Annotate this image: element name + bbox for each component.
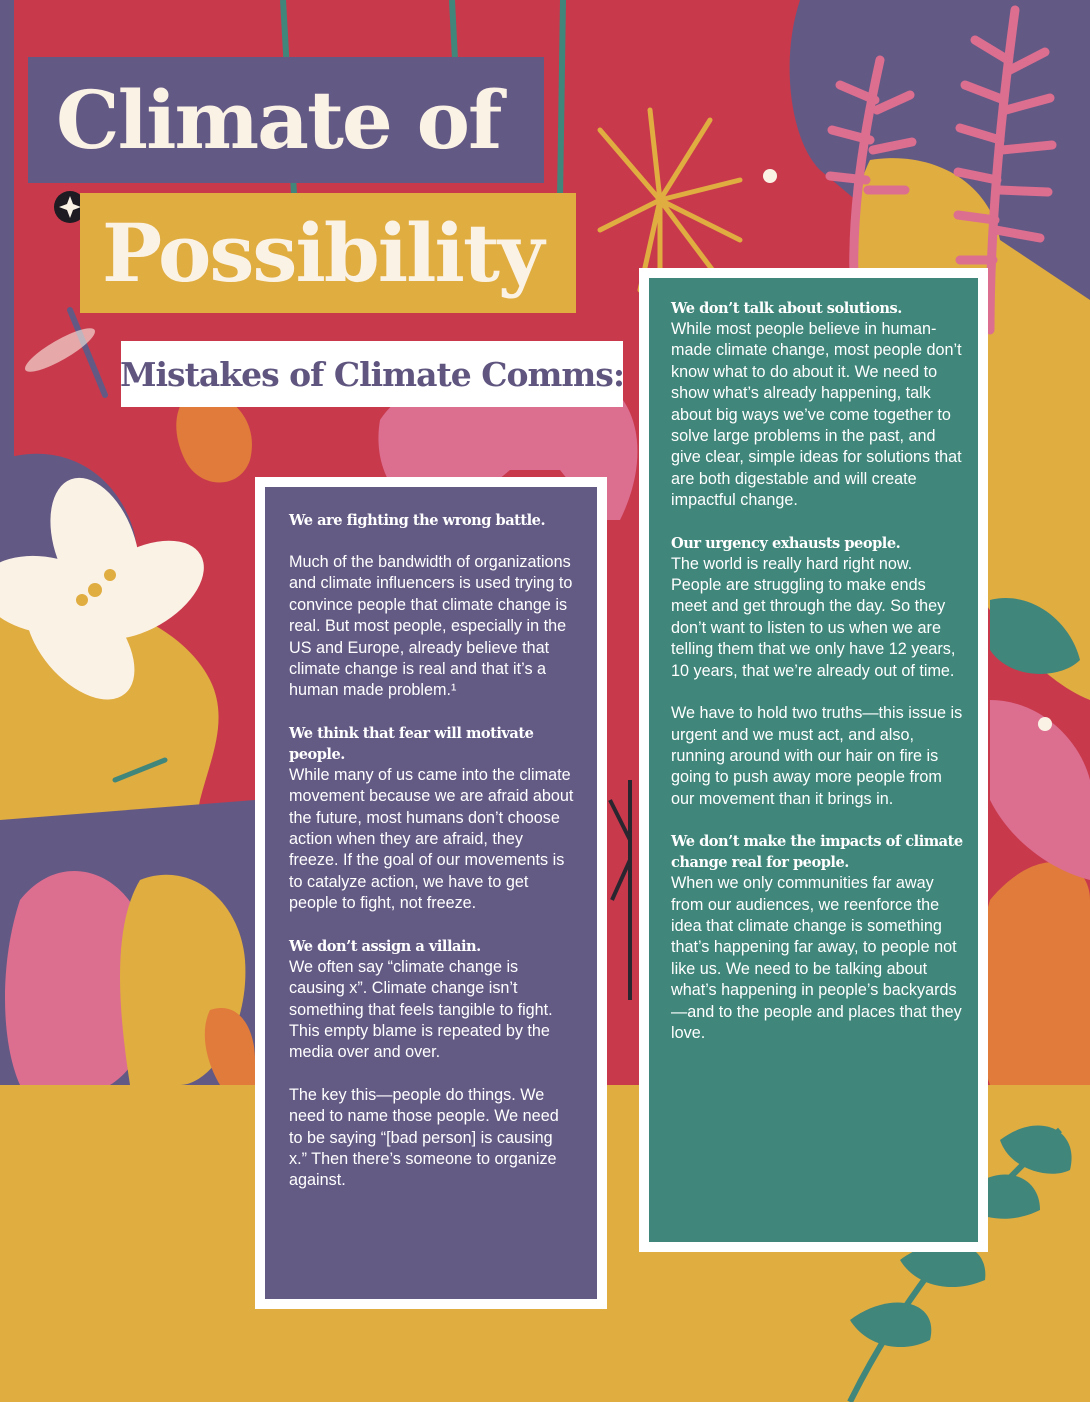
section-heading: We don’t talk about solutions. bbox=[671, 300, 902, 317]
section-paragraph: The key this—people do things. We need to name those people. We need to be saying “[bad person] is causing x.” Then there’s someone to organize against. bbox=[289, 1085, 559, 1190]
section-urgency bbox=[671, 533, 966, 810]
subtitle-box bbox=[121, 341, 623, 407]
page-title-line-2: Possibility bbox=[102, 206, 543, 300]
section-solutions bbox=[671, 298, 966, 512]
section-paragraph: When we only communities far away from our audiences, we reenforce the idea that climate change is something that’s happening far away, to people not like us. We need to be talking about what’s happening in people’s backyards—and to the people and places that they love. bbox=[671, 874, 962, 1042]
page-title-line-1: Climate of bbox=[56, 73, 501, 167]
right-panel-content bbox=[649, 278, 978, 1242]
section-paragraph: While most people believe in human-made climate change, most people don’t know what to do about it. We need to show what’s already happening, talk about big ways we’ve come together to solve large problems in the past, and give clear, simple ideas for solutions that are both digestable and will create impactful change. bbox=[671, 320, 962, 510]
left-panel-content bbox=[265, 487, 597, 1299]
section-paragraph: The world is really hard right now. People are struggling to make ends meet and get through the day. So they don’t want to listen to us when we are telling them that we only have 12 years, 10 years, that we’re already out of time. bbox=[671, 554, 956, 680]
section-heading: We don’t make the impacts of climate change real for people. bbox=[671, 833, 963, 872]
page-subtitle: Mistakes of Climate Comms: bbox=[119, 354, 625, 394]
cream-dot bbox=[1038, 717, 1052, 731]
section-impacts bbox=[671, 831, 966, 1044]
title-line-1-box bbox=[28, 57, 544, 183]
section-paragraph: Much of the bandwidth of organizations and climate influencers is used trying to convince people that climate change is real. But most people, especially in the US and Europe, already believe that climate change is real and that it’s a human made problem.¹ bbox=[289, 553, 573, 700]
right-text-panel bbox=[639, 268, 988, 1252]
section-heading: We are fighting the wrong battle. bbox=[289, 512, 546, 529]
section-wrong-battle bbox=[289, 510, 575, 702]
cream-dot bbox=[763, 169, 777, 183]
section-paragraph: We often say “climate change is causing x”. Climate change isn’t something that feels tangible to fight. This empty blame is repeated by the media over and over. bbox=[289, 957, 553, 1062]
section-heading: Our urgency exhausts people. bbox=[671, 534, 901, 552]
title-line-2-box bbox=[80, 193, 576, 313]
section-paragraph: While many of us came into the climate movement because we are afraid about the future, most humans don’t choose action when they are afraid, they freeze. If the goal of our movements is to catalyze action, we have to get people to fight, not freeze. bbox=[289, 765, 574, 913]
section-heading: We don’t assign a villain. bbox=[289, 937, 481, 955]
section-paragraph: We have to hold two truths—this issue is urgent and we must act, and also, running around with our hair on fire is going to push away more people from our movement than it brings in. bbox=[671, 704, 963, 808]
section-heading: We think that fear will motivate people. bbox=[289, 724, 534, 763]
section-villain bbox=[289, 936, 575, 1192]
left-text-panel bbox=[255, 477, 607, 1309]
section-fear bbox=[289, 723, 575, 915]
